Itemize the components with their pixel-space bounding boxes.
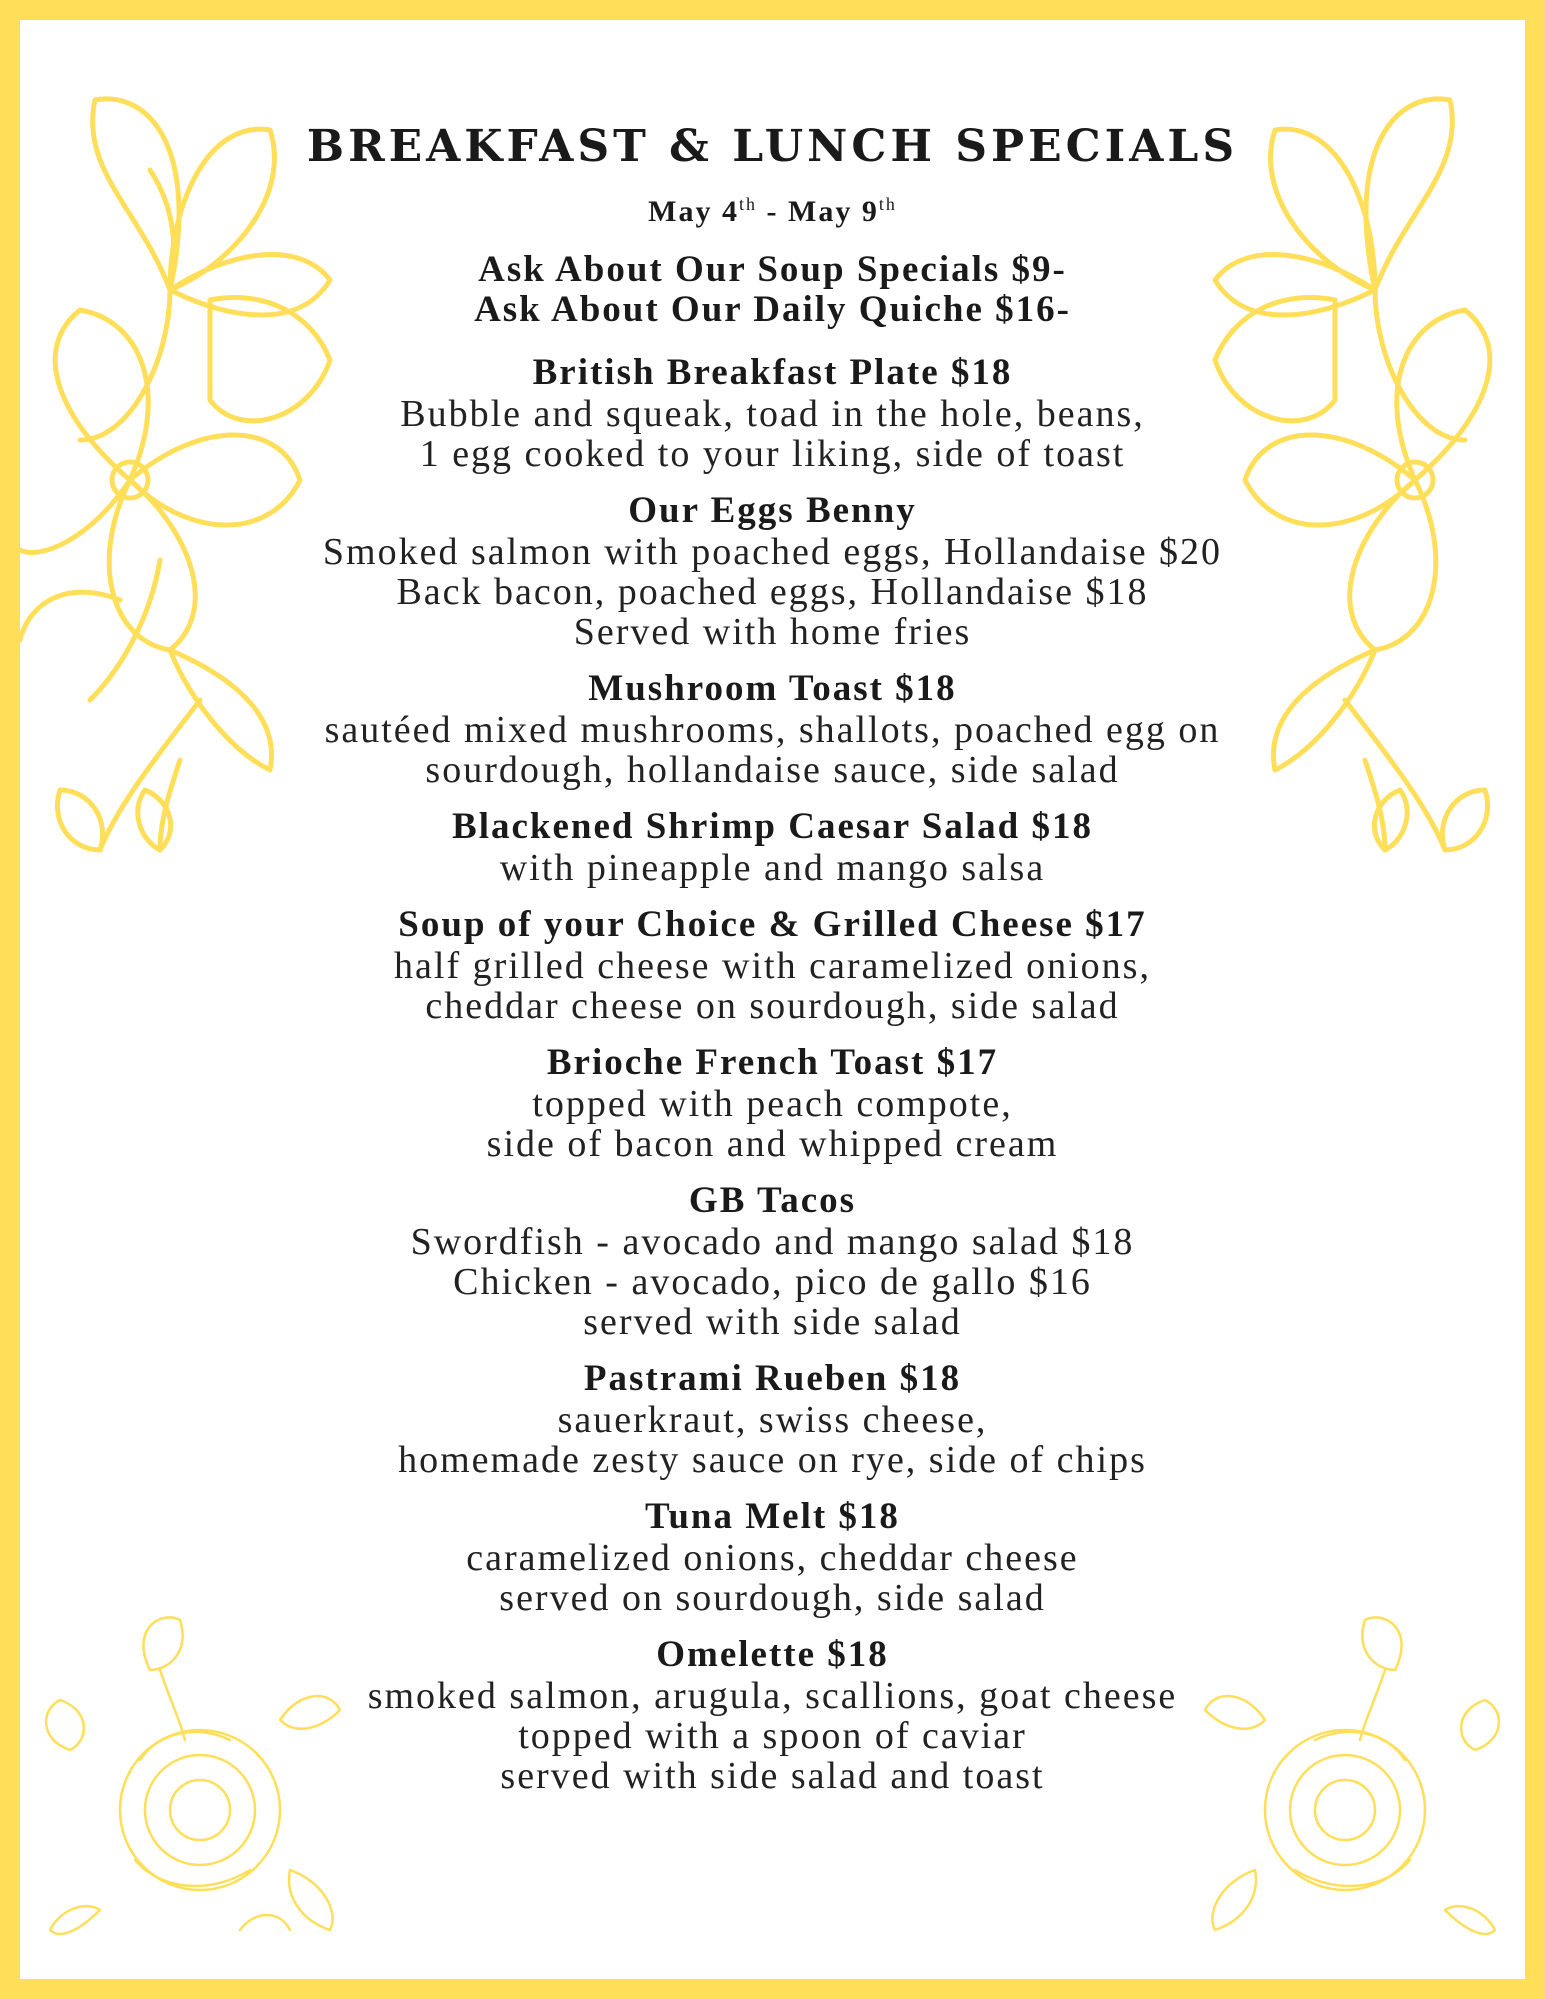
menu-item-description: sourdough, hollandaise sauce, side salad xyxy=(425,749,1120,791)
ask-about-specials xyxy=(250,250,1295,330)
date-end-suffix: th xyxy=(878,194,897,214)
menu-item xyxy=(250,1180,1295,1342)
menu-item-description: caramelized onions, cheddar cheese xyxy=(466,1537,1079,1579)
menu-item xyxy=(250,668,1295,790)
menu-item xyxy=(250,806,1295,888)
menu-item-name: Brioche French Toast $17 xyxy=(546,1042,999,1083)
ask-soup-specials: Ask About Our Soup Specials $9- xyxy=(478,249,1067,290)
date-start-suffix: th xyxy=(738,194,757,214)
menu-item xyxy=(250,1634,1295,1796)
menu-item-name: Tuna Melt $18 xyxy=(645,1496,900,1537)
date-range xyxy=(250,184,1295,232)
menu-items-list xyxy=(250,352,1295,1796)
menu-item xyxy=(250,352,1295,474)
menu-item-name: Pastrami Rueben $18 xyxy=(583,1358,962,1399)
menu-item-name: Blackened Shrimp Caesar Salad $18 xyxy=(452,806,1093,847)
menu-item-name: British Breakfast Plate $18 xyxy=(532,352,1013,393)
menu-item-description: with pineapple and mango salsa xyxy=(499,847,1046,889)
menu-item-description: served with side salad and toast xyxy=(500,1755,1045,1797)
menu-item-description: side of bacon and whipped cream xyxy=(486,1123,1059,1165)
date-end: May 9 xyxy=(788,195,879,228)
menu-item-name: Omelette $18 xyxy=(656,1634,889,1675)
menu-item-description: homemade zesty sauce on rye, side of chips xyxy=(398,1439,1147,1481)
menu-item-description: half grilled cheese with caramelized onions, xyxy=(394,945,1151,987)
menu-item xyxy=(250,904,1295,1026)
page-title: BREAKFAST & LUNCH SPECIALS xyxy=(306,121,1239,172)
menu-item-description: Swordfish - avocado and mango salad $18 xyxy=(410,1221,1135,1263)
menu-item-description: 1 egg cooked to your liking, side of toast xyxy=(419,433,1126,475)
menu-item-description: Chicken - avocado, pico de gallo $16 xyxy=(453,1261,1092,1303)
menu-item xyxy=(250,1358,1295,1480)
menu-item-description: sauerkraut, swiss cheese, xyxy=(557,1399,988,1441)
menu-item xyxy=(250,1496,1295,1618)
menu-item-description: smoked salmon, arugula, scallions, goat cheese xyxy=(367,1675,1178,1717)
menu-item-description: Bubble and squeak, toad in the hole, beans, xyxy=(400,393,1145,435)
menu-item-description: Back bacon, poached eggs, Hollandaise $18 xyxy=(396,571,1149,613)
date-separator: - xyxy=(757,195,788,228)
date-start: May 4 xyxy=(648,195,739,228)
menu-item-name: Mushroom Toast $18 xyxy=(588,668,957,709)
menu-item xyxy=(250,490,1295,652)
menu-item-description: sautéed mixed mushrooms, shallots, poached egg on xyxy=(324,709,1221,751)
menu-item-name: Soup of your Choice & Grilled Cheese $17 xyxy=(398,904,1147,945)
menu-item-description: topped with a spoon of caviar xyxy=(518,1715,1027,1757)
menu-item xyxy=(250,1042,1295,1164)
menu-item-name: GB Tacos xyxy=(688,1180,857,1221)
menu-item-description: Smoked salmon with poached eggs, Hollandaise $20 xyxy=(322,531,1223,573)
menu-item-description: topped with peach compote, xyxy=(532,1083,1013,1125)
menu-item-description: served on sourdough, side salad xyxy=(499,1577,1046,1619)
menu-item-name: Our Eggs Benny xyxy=(628,490,917,531)
menu-item-description: Served with home fries xyxy=(573,611,972,653)
menu-item-description: cheddar cheese on sourdough, side salad xyxy=(425,985,1120,1027)
menu-content xyxy=(250,118,1295,1796)
ask-daily-quiche: Ask About Our Daily Quiche $16- xyxy=(474,289,1071,330)
menu-item-description: served with side salad xyxy=(583,1301,962,1343)
